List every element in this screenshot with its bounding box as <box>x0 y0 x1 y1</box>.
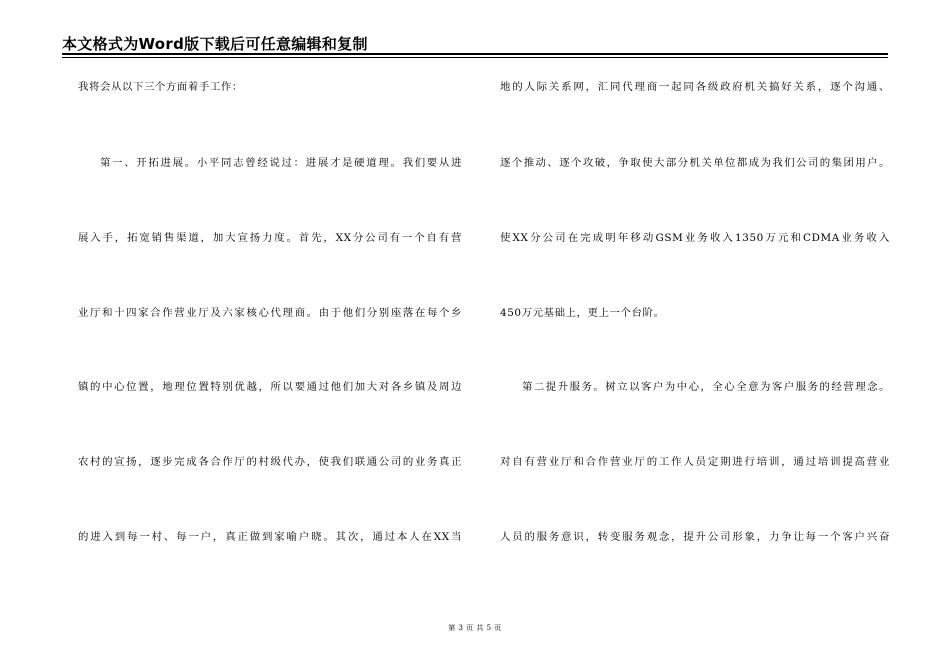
right-line-2: 逐个推动、逐个攻破，争取使大部分机关单位都成为我们公司的集团用户。 <box>500 157 890 169</box>
right-line-3: 使XX分公司在完成明年移动GSM业务收入1350万元和CDMA业务收入 <box>500 232 890 244</box>
right-line-1: 地的人际关系网，汇同代理商一起同各级政府机关搞好关系，逐个沟通、 <box>500 81 890 93</box>
left-line-4: 业厅和十四家合作营业厅及六家核心代理商。由于他们分别座落在每个乡 <box>78 307 462 319</box>
header-rule-thin <box>62 57 888 58</box>
left-line-2: 第一、开拓进展。小平同志曾经说过：进展才是硬道理。我们要从进 <box>100 157 462 169</box>
page-number-footer: 第 3 页 共 5 页 <box>448 624 502 632</box>
left-line-7: 的进入到每一村、每一户，真正做到家喻户晓。其次，通过本人在XX当 <box>78 531 462 543</box>
right-line-5: 第二提升服务。树立以客户为中心，全心全意为客户服务的经营理念。 <box>522 381 890 393</box>
left-line-6: 农村的宣扬，逐步完成各合作厅的村级代办，使我们联通公司的业务真正 <box>78 456 462 468</box>
right-line-4: 450万元基础上，更上一个台阶。 <box>500 307 665 319</box>
right-line-7: 人员的服务意识，转变服务观念，提升公司形象，力争让每一个客户兴奋 <box>500 531 890 543</box>
header-rule-thick <box>62 53 888 55</box>
document-header-title: 本文格式为Word版下载后可任意编辑和复制 <box>62 35 368 53</box>
left-line-5: 镇的中心位置，地理位置特别优越，所以要通过他们加大对各乡镇及周边 <box>78 381 462 393</box>
right-line-6: 对自有营业厅和合作营业厅的工作人员定期进行培训，通过培训提高营业 <box>500 456 890 468</box>
left-line-1: 我将会从以下三个方面着手工作： <box>78 81 243 93</box>
left-line-3: 展入手，拓宽销售渠道，加大宣扬力度。首先，XX分公司有一个自有营 <box>78 232 462 244</box>
